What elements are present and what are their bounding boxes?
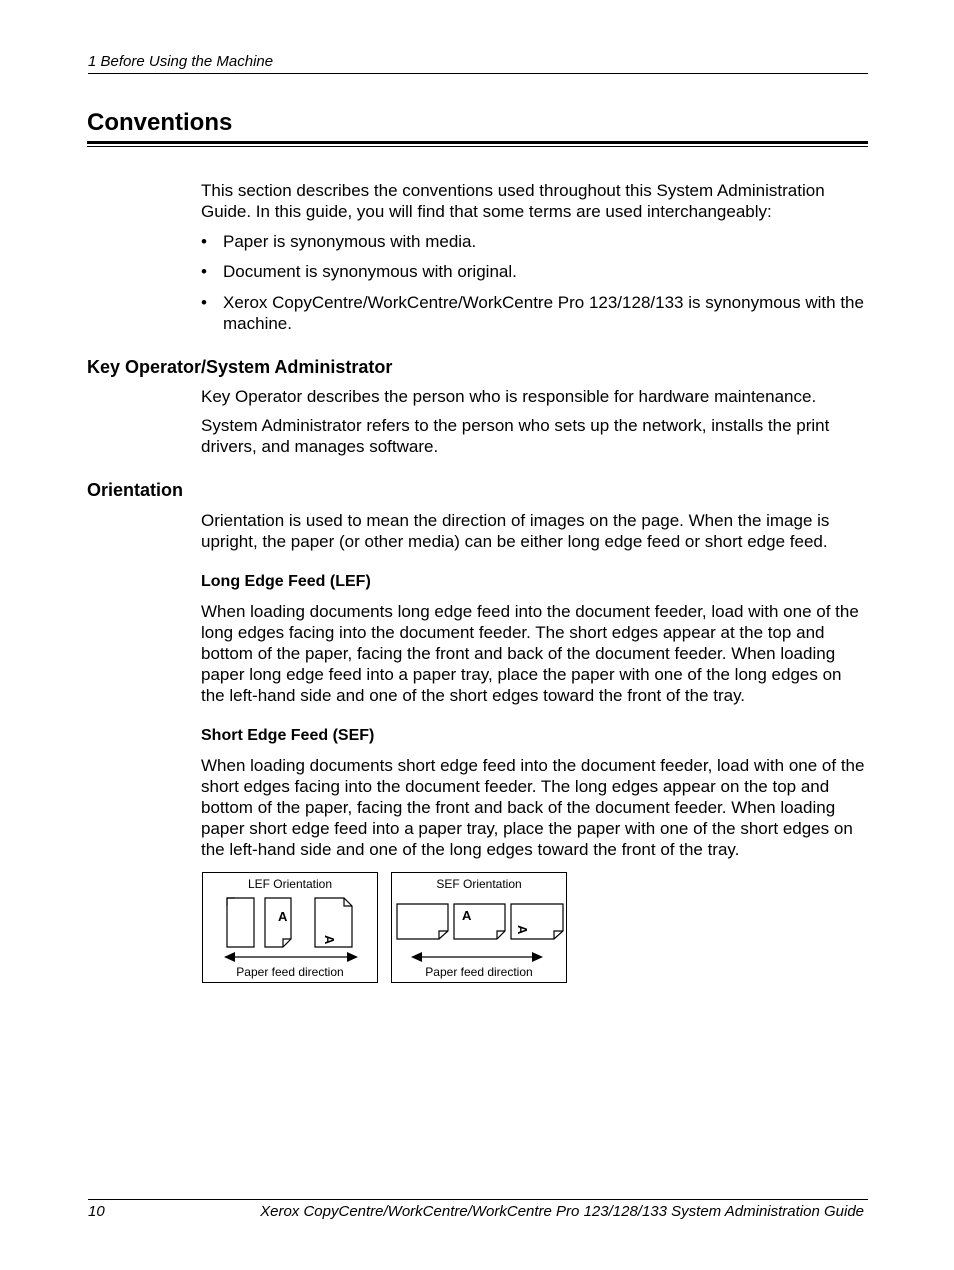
list-item xyxy=(201,261,867,282)
letter-a-mark: A xyxy=(278,909,288,924)
arrow-left-icon xyxy=(224,952,235,962)
letter-a-rotated-mark: A xyxy=(322,935,337,945)
list-item xyxy=(201,231,867,252)
lef-figure-caption: Paper feed direction xyxy=(236,965,344,979)
sef-paragraph: When loading documents short edge feed into the document feeder, load with one of the short edges facing into the document feeder. The long edges appear on the top and bottom of the paper, facing the front and back of the document feeder. When loading paper short edge feed into a paper tray, place the paper with one of the short edges on the left-hand side and one of the long edges toward the front of the tray. xyxy=(201,756,865,859)
sef-figure-label: SEF Orientation xyxy=(436,877,522,891)
bullet-icon: • xyxy=(201,262,207,281)
lef-heading: Long Edge Feed (LEF) xyxy=(201,573,371,590)
sef-figure-caption: Paper feed direction xyxy=(425,965,533,979)
lef-orientation-figure xyxy=(202,872,378,983)
system-admin-paragraph: System Administrator refers to the person who sets up the network, installs the print drivers, and manages software. xyxy=(201,416,830,456)
letter-a-mark: A xyxy=(462,908,472,923)
running-footer xyxy=(88,1199,868,1220)
title-rule xyxy=(87,141,868,147)
arrow-right-icon xyxy=(347,952,358,962)
intro-paragraph: This section describes the conventions used throughout this System Administration Guide. In this guide, you will find that some terms are used interchangeably: xyxy=(201,181,825,221)
list-item xyxy=(201,292,867,334)
list-item-text: Paper is synonymous with media. xyxy=(223,232,477,251)
orientation-heading: Orientation xyxy=(87,480,184,500)
key-operator-heading: Key Operator/System Administrator xyxy=(87,357,393,377)
arrow-right-icon xyxy=(532,952,543,962)
lef-figure-label: LEF Orientation xyxy=(247,877,333,891)
sef-heading: Short Edge Feed (SEF) xyxy=(201,727,375,744)
sef-orientation-figure xyxy=(391,872,567,983)
list-item-text: Document is synonymous with original. xyxy=(223,262,517,281)
bullet-icon: • xyxy=(201,293,207,312)
guide-title: Xerox CopyCentre/WorkCentre/WorkCentre Pro 123/128/133 System Administration Guide xyxy=(260,1203,864,1220)
paper-sheet-icon xyxy=(397,904,448,939)
arrow-left-icon xyxy=(411,952,422,962)
bullet-icon: • xyxy=(201,232,207,251)
orientation-paragraph: Orientation is used to mean the direction of images on the page. When the image is upright, the paper (or other media) can be either long edge feed or short edge feed. xyxy=(201,511,830,551)
running-header: 1 Before Using the Machine xyxy=(88,53,868,74)
paper-sheet-icon xyxy=(227,898,254,947)
page-title: Conventions xyxy=(87,109,233,136)
list-item-text: Xerox CopyCentre/WorkCentre/WorkCentre Pro 123/128/133 is synonymous with the machine. xyxy=(223,293,864,333)
key-operator-paragraph: Key Operator describes the person who is responsible for hardware maintenance. xyxy=(201,387,817,406)
letter-a-rotated-mark: A xyxy=(515,925,530,935)
lef-paragraph: When loading documents long edge feed into the document feeder, load with one of the long edges facing into the document feeder. The short edges appear at the top and bottom of the paper, facing the front and back of the document feeder. When loading paper long edge feed into a paper tray, place the paper with one of the long edges on the left-hand side and one of the short edges toward the front of the tray. xyxy=(201,602,859,705)
page-number: 10 xyxy=(88,1203,105,1220)
